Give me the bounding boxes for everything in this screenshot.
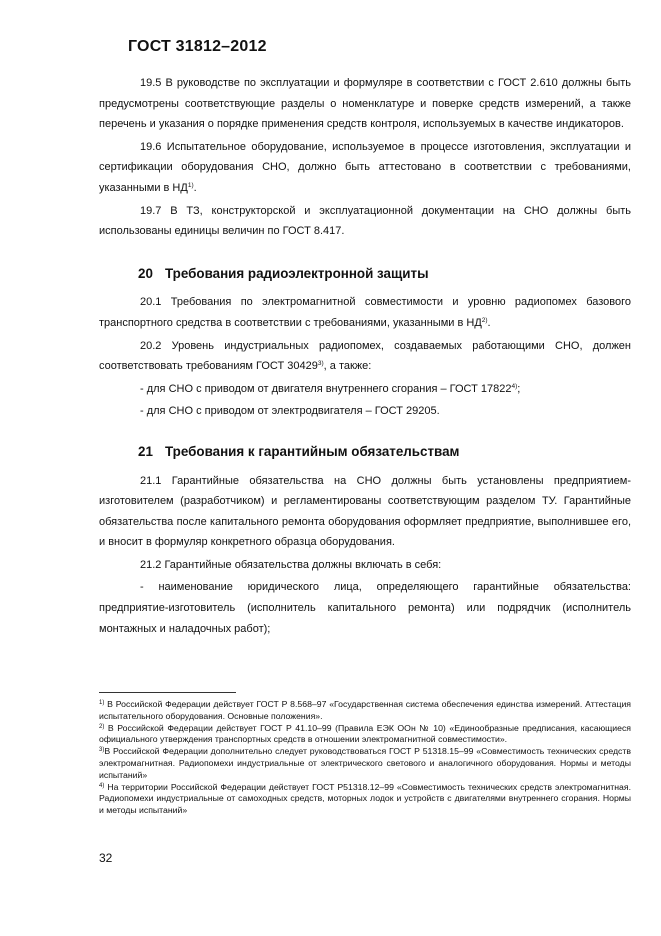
footnote-ref-1: 1) [187, 181, 194, 189]
paragraph-20-2 [99, 336, 631, 377]
list-item-20-2-a-text: - для СНО с приводом от двигателя внутреннего сгорания – ГОСТ 17822 [140, 382, 512, 395]
footnote-ref-3: 3) [317, 360, 324, 368]
list-item-20-2-b: - для СНО с приводом от электродвигателя – ГОСТ 29205. [140, 405, 440, 418]
footnote-3 [99, 746, 631, 781]
main-text [99, 73, 631, 641]
paragraph-19-7: 19.7 В ТЗ, конструкторской и эксплуатационной документации на СНО должны быть использованы единицы величин по ГОСТ 8.417. [99, 204, 631, 238]
footnotes [99, 699, 631, 817]
footnote-2-text: В Российской Федерации действует ГОСТ Р 41.10–99 (Правила ЕЭК ООн № 10) «Единообразные предписания, касающиеся официального утверждения транспортных средств в отношении электромагнитной совместимости». [99, 722, 631, 745]
footnote-ref-2: 2) [481, 316, 488, 324]
section-21-heading [99, 442, 631, 463]
footnote-separator [99, 692, 236, 693]
paragraph-20-2-end: , а также: [323, 360, 372, 373]
paragraph-21-1: 21.1 Гарантийные обязательства на СНО должны быть установлены предприятием-изготовителем (разработчиком) и регламентированы соответствующим разделом ТУ. Гарантийные обязательства после капитального ремонта оборудования оформляет предприятие, выполнившее его, и вносит в формуляр конкретного образца оборудования. [99, 474, 631, 549]
section-20-number: 20 [138, 265, 153, 281]
list-item-21-2-a: - наименование юридического лица, определяющего гарантийные обязательства: предприятие-изготовитель (исполнитель капитального ремонта) или подрядчик (исполнитель монтажных и наладочных работ); [99, 581, 631, 635]
list-item-20-2-a-end: ; [517, 382, 521, 395]
list-item-20-2-a [99, 379, 631, 400]
footnote-4 [99, 782, 631, 817]
section-21-title: Требования к гарантийным обязательствам [165, 443, 460, 459]
page-number: 32 [99, 851, 113, 865]
footnote-1-mark: 1) [99, 700, 105, 706]
page-header: ГОСТ 31812–2012 [128, 38, 267, 55]
paragraph-19-6-end: . [193, 181, 197, 194]
paragraph-20-1 [99, 292, 631, 333]
section-20-title: Требования радиоэлектронной защиты [165, 265, 429, 281]
section-21-number: 21 [138, 443, 153, 459]
section-20-heading [99, 264, 631, 285]
paragraph-20-1-end: . [487, 316, 491, 329]
paragraph-19-6-text: 19.6 Испытательное оборудование, используемое в процессе изготовления, эксплуатации и сертификации оборудования СНО, должно быть аттестовано в соответствии с требованиями, указанными в НД [99, 140, 631, 194]
footnote-1-text: В Российской Федерации действует ГОСТ Р 8.568–97 «Государственная система обеспечения единства измерений. Аттестация испытательного оборудования. Основные положения». [99, 699, 631, 721]
paragraph-21-2: 21.2 Гарантийные обязательства должны включать в себя: [140, 558, 442, 571]
paragraph-19-6 [99, 137, 631, 199]
paragraph-19-5: 19.5 В руководстве по эксплуатации и формуляре в соответствии с ГОСТ 2.610 должны быть предусмотрены соответствующие разделы о номенклатуре и поверке средств измерений, а также перечень и указания о порядке применения средств контроля, используемых в качестве индикаторов. [99, 77, 631, 131]
footnote-2-mark: 2) [99, 723, 105, 730]
footnote-1 [99, 699, 631, 722]
paragraph-20-1-text: 20.1 Требования по электромагнитной совместимости и уровню радиопомех базового транспортного средства в соответствии с требованиями, указанными в НД [99, 296, 631, 329]
footnote-ref-4: 4) [511, 382, 518, 390]
footnote-3-mark: 3) [99, 747, 105, 754]
footnote-4-text: На территории Российской Федерации действует ГОСТ Р51318.12–99 «Совместимость технических средств электромагнитная. Радиопомехи индустриальные от самоходных средств, моторных лодок и устройств с двигателями внутреннего сгорания. Нормы и методы испытаний» [99, 781, 631, 815]
footnote-3-text: В Российской Федерации дополнительно следует руководствоваться ГОСТ Р 51318.15–99 «Совместимость технических средств электромагнитная. Радиопомехи индустриальные от электрического светового и аналогичного оборудования. Нормы и методы испытаний» [99, 746, 631, 780]
footnote-2 [99, 723, 631, 746]
footnote-4-mark: 4) [99, 782, 105, 789]
paragraph-20-2-text: 20.2 Уровень индустриальных радиопомех, создаваемых работающими СНО, должен соответствовать требованиям ГОСТ 30429 [99, 339, 631, 373]
